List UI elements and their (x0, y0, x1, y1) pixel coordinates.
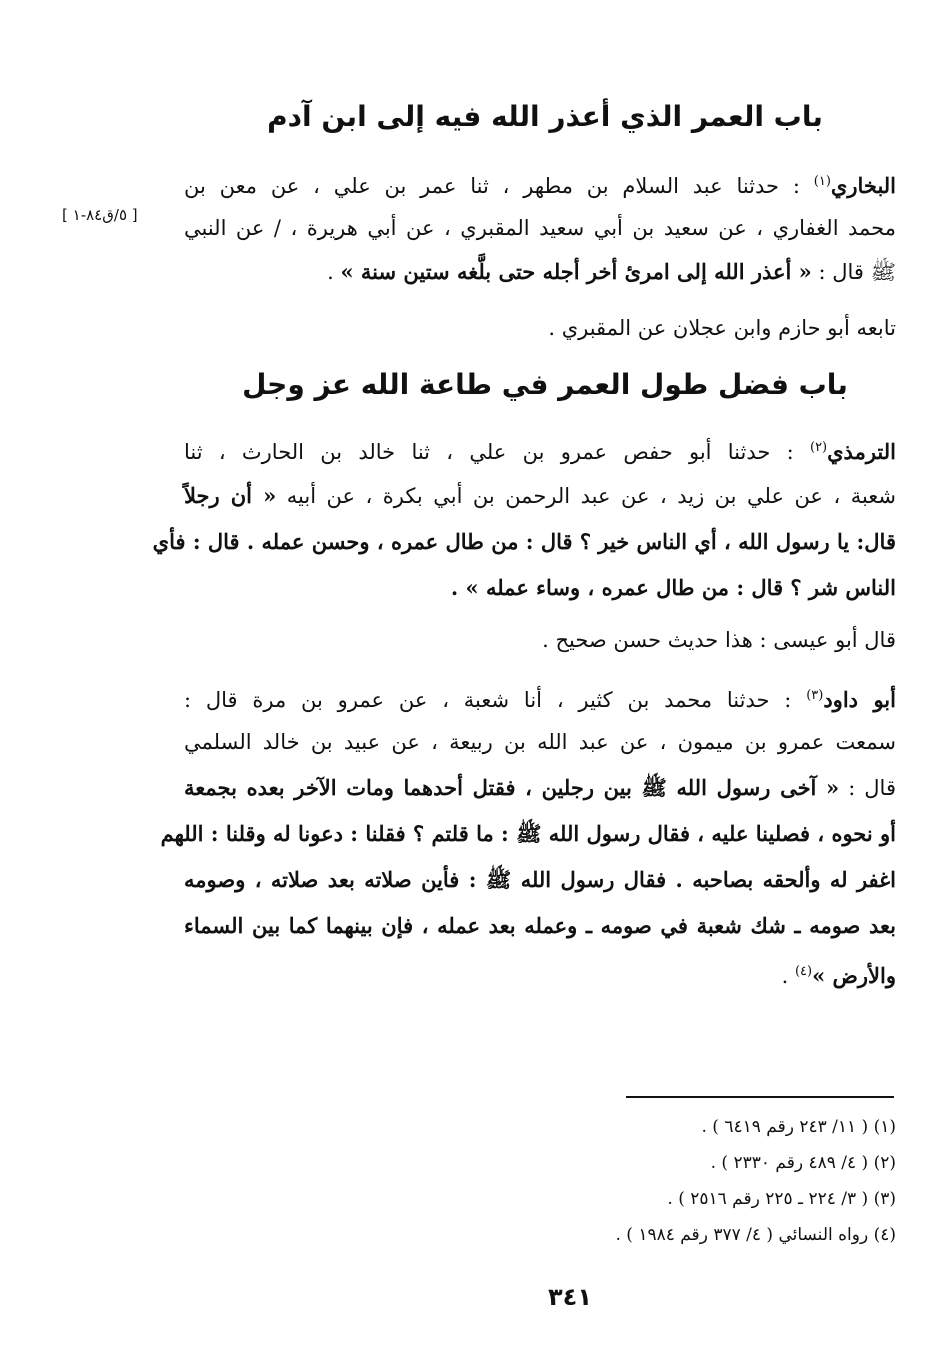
footnote-separator (626, 1096, 894, 1098)
source-name: الترمذي (827, 439, 896, 464)
footnote-ref: (٣) (806, 688, 824, 703)
hadith-3-line-6: بعد صومه ـ شك شعبة في صومه ـ وعمله بعد عمله ، فإن بينهما كما بين السماء (184, 913, 896, 938)
hadith-1-line-3 (184, 252, 896, 292)
isnad-text: : حدثنا محمد بن كثير ، أنا شعبة ، عن عمرو بن مرة قال : (184, 688, 792, 712)
footnote-2: (٢) ( ٤/ ٤٨٩ رقم ٢٣٣٠ ) . (710, 1153, 896, 1173)
hadith-3-line-1 (184, 676, 896, 716)
footnote-4: (٤) رواه النسائي ( ٤/ ٣٧٧ رقم ١٩٨٤ ) . (615, 1225, 896, 1245)
matn-text: « أعذر الله إلى امرئ أخر أجله حتى بلَّغه ستين سنة » (340, 259, 812, 284)
hadith-2-line-4: الناس شر ؟ قال : من طال عمره ، وساء عمله » . (450, 575, 896, 600)
isnad-text: : حدثنا عبد السلام بن مطهر ، ثنا عمر بن علي ، عن معن بن (184, 174, 800, 198)
isnad-text: ﷺ قال : (818, 260, 896, 284)
footnote-ref: (١) (813, 174, 831, 189)
hadith-1-line-2: محمد الغفاري ، عن سعيد بن أبي سعيد المقبري ، عن أبي هريرة ، / عن النبي (184, 216, 896, 240)
hadith-1-line-1 (184, 162, 896, 202)
hadith-2-line-1 (184, 428, 896, 468)
hadith-3-line-5: اغفر له وألحقه بصاحبه . فقال رسول الله ﷺ : فأين صلاته بعد صلاته ، وصومه (184, 867, 896, 892)
period: . (327, 260, 334, 284)
hadith-2-line-2 (184, 476, 896, 516)
matn-text: « أن رجلاً (184, 483, 277, 508)
hadith-3-line-3 (184, 768, 896, 808)
hadith-3-line-4: أو نحوه ، فصلينا عليه ، فقال رسول الله ﷺ : ما قلتم ؟ فقلنا : دعونا له وقلنا : اللهم (160, 821, 896, 846)
source-name: البخاري (830, 173, 897, 198)
page-number: ٣٤١ (548, 1283, 592, 1311)
matn-text: والأرض » (812, 963, 896, 988)
chapter-heading-1: باب العمر الذي أعذر الله فيه إلى ابن آدم (267, 100, 823, 133)
hadith-2-grading: قال أبو عيسى : هذا حديث حسن صحيح . (542, 628, 896, 652)
chapter-heading-2: باب فضل طول العمر في طاعة الله عز وجل (242, 368, 848, 401)
footnote-ref: (٢) (809, 440, 828, 455)
source-name: أبو داود (823, 687, 896, 712)
footnote-1: (١) ( ١١/ ٢٤٣ رقم ٦٤١٩ ) . (701, 1117, 896, 1137)
footnote-ref: (٤) (794, 964, 813, 979)
hadith-3-line-7 (184, 952, 896, 992)
hadith-1-note: تابعه أبو حازم وابن عجلان عن المقبري . (548, 316, 896, 340)
matn-text: « آخى رسول الله ﷺ بين رجلين ، فقتل أحدهما ومات الآخر بعده بجمعة (184, 775, 840, 800)
isnad-text: شعبة ، عن علي بن زيد ، عن عبد الرحمن بن أبي بكرة ، عن أبيه (286, 484, 897, 508)
hadith-2-line-3: قال: يا رسول الله ، أي الناس خير ؟ قال : من طال عمره ، وحسن عمله . قال : فأي (152, 529, 896, 554)
manuscript-margin-note: [ ٥/ق٨٤-١ ] (62, 206, 138, 224)
isnad-text: قال : (848, 776, 896, 800)
hadith-3-line-2: سمعت عمرو بن ميمون ، عن عبد الله بن ربيعة ، عن عبيد بن خالد السلمي (184, 730, 896, 754)
isnad-text: : حدثنا أبو حفص عمرو بن علي ، ثنا خالد بن الحارث ، ثنا (184, 440, 794, 464)
period: . (781, 964, 789, 988)
footnote-3: (٣) ( ٣/ ٢٢٤ ـ ٢٢٥ رقم ٢٥١٦ ) . (667, 1189, 896, 1209)
